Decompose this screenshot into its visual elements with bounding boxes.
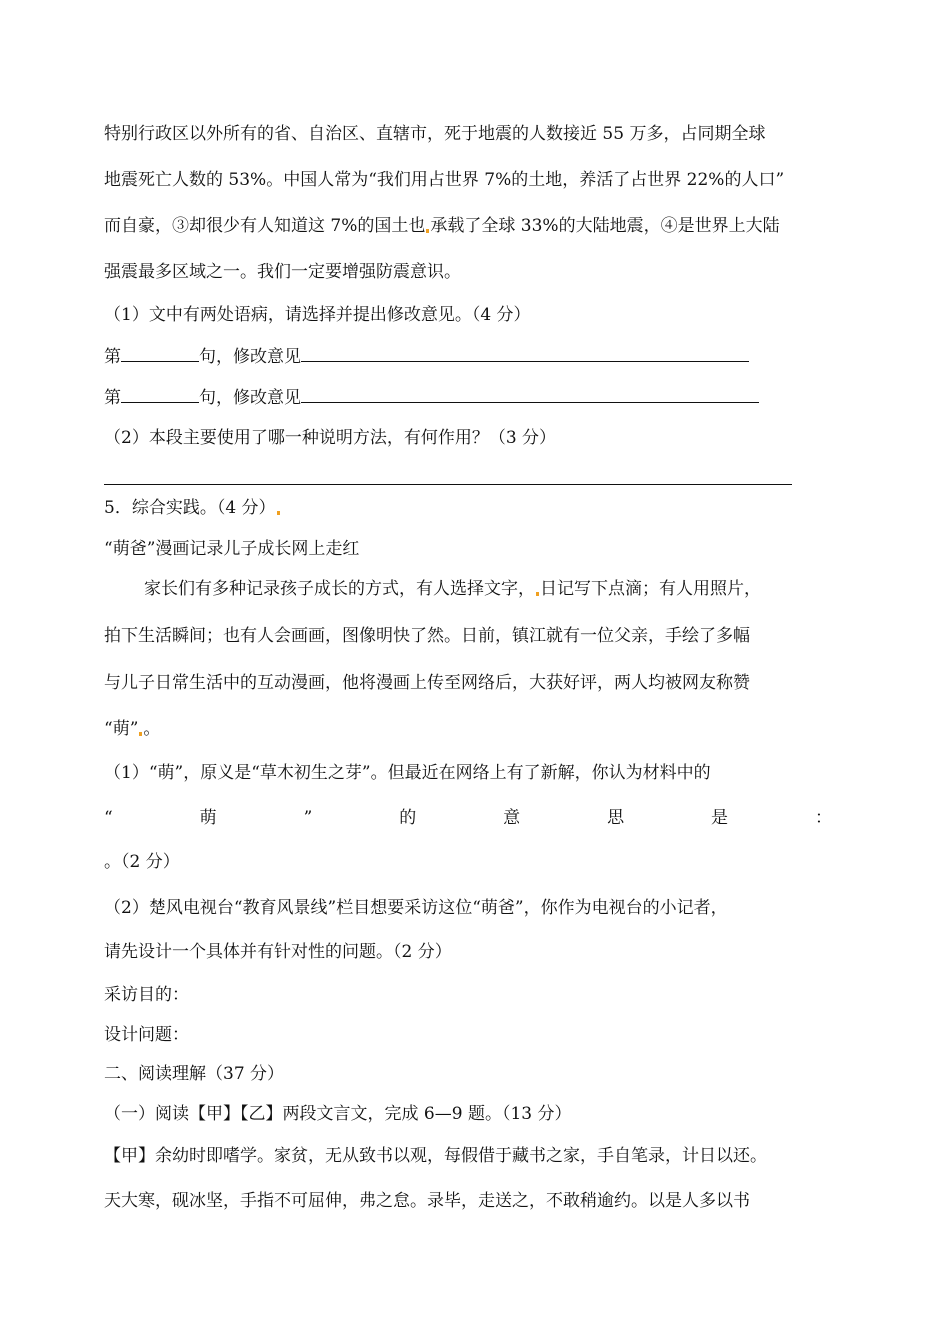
article-line: 拍下生活瞬间；也有人会画画，图像明快了然。日前，镇江就有一位父亲，手绘了多幅 (104, 626, 750, 646)
article-text: “萌” (104, 719, 139, 739)
section-5-heading (104, 496, 281, 520)
answer-prefix: 第 (104, 388, 121, 408)
spread-char: 的 (399, 808, 417, 828)
paragraph-text: 而自豪，③却很少有人知道这 7%的国土也 (104, 216, 426, 236)
highlight-mark (277, 511, 280, 515)
spread-char: 是 (711, 808, 729, 828)
question-5-1-spread (104, 806, 832, 830)
answer-prefix: 第 (104, 347, 121, 367)
interview-purpose-label: 采访目的： (104, 985, 189, 1005)
sentence-number-blank[interactable] (121, 343, 199, 362)
subsection-1-heading: （一）阅读【甲】【乙】两段文言文，完成 6—9 题。（13 分） (104, 1104, 572, 1124)
question-5-1: （1）“萌”，原义是“草木初生之芽”。但最近在网络上有了新解，你认为材料中的 (104, 763, 711, 783)
spread-char: 萌 (199, 808, 217, 828)
article-text: 家长们有多种记录孩子成长的方式，有人选择文字， (144, 579, 535, 599)
answer-label: 句，修改意见 (199, 388, 301, 408)
paragraph-text: 承载了全球 33%的大陆地震，④是世界上大陆 (430, 216, 780, 236)
article-line: 与儿子日常生活中的互动漫画，他将漫画上传至网络后，大获好评，两人均被网友称赞 (104, 673, 750, 693)
article-text: 。 (143, 719, 161, 739)
answer-line-2 (104, 384, 759, 410)
paragraph-line: 特别行政区以外所有的省、自治区、直辖市，死于地震的人数接近 55 万多，占同期全球 (104, 124, 766, 144)
question-1: （1）文中有两处语病，请选择并提出修改意见。（4 分） (104, 305, 531, 325)
sentence-number-blank[interactable] (121, 384, 199, 403)
score-note: 。（2 分） (104, 852, 180, 872)
article-line (104, 717, 160, 741)
spread-char: ： (814, 808, 832, 828)
classical-text-line: 【甲】余幼时即嗜学。家贫，无从致书以观，每假借于藏书之家，手自笔录，计日以还。 (104, 1146, 767, 1166)
answer-rule[interactable] (104, 484, 792, 485)
classical-text-line: 天大寒，砚冰坚，手指不可屈伸，弗之怠。录毕，走送之，不敢稍逾约。以是人多以书 (104, 1191, 750, 1211)
section-title: 5．综合实践。（4 分） (104, 498, 276, 518)
article-text: 日记写下点滴；有人用照片， (540, 579, 761, 599)
answer-line-1 (104, 343, 749, 369)
paragraph-line (104, 214, 780, 238)
spread-char: “ (104, 808, 113, 828)
design-question-label: 设计问题： (104, 1025, 189, 1045)
section-2-heading: 二、阅读理解（37 分） (104, 1064, 285, 1084)
paragraph-line: 强震最多区域之一。我们一定要增强防震意识。 (104, 262, 461, 282)
question-5-2-cont: 请先设计一个具体并有针对性的问题。（2 分） (104, 942, 452, 962)
spread-char: ” (303, 808, 313, 828)
answer-label: 句，修改意见 (199, 347, 301, 367)
article-title: “萌爸”漫画记录儿子成长网上走红 (104, 539, 360, 559)
highlight-mark (536, 592, 539, 596)
spread-char: 意 (503, 808, 521, 828)
revision-blank[interactable] (301, 343, 749, 362)
highlight-mark (426, 229, 429, 233)
paragraph-line: 地震死亡人数的 53%。中国人常为“我们用占世界 7%的土地，养活了占世界 22%的人口” (104, 170, 785, 190)
article-line (144, 577, 761, 601)
revision-blank[interactable] (301, 384, 759, 403)
question-5-2: （2）楚风电视台“教育风景线”栏目想要采访这位“萌爸”，你作为电视台的小记者， (104, 898, 728, 918)
question-2: （2）本段主要使用了哪一种说明方法，有何作用？（3 分） (104, 428, 557, 448)
highlight-mark (139, 732, 142, 736)
spread-char: 思 (607, 808, 625, 828)
